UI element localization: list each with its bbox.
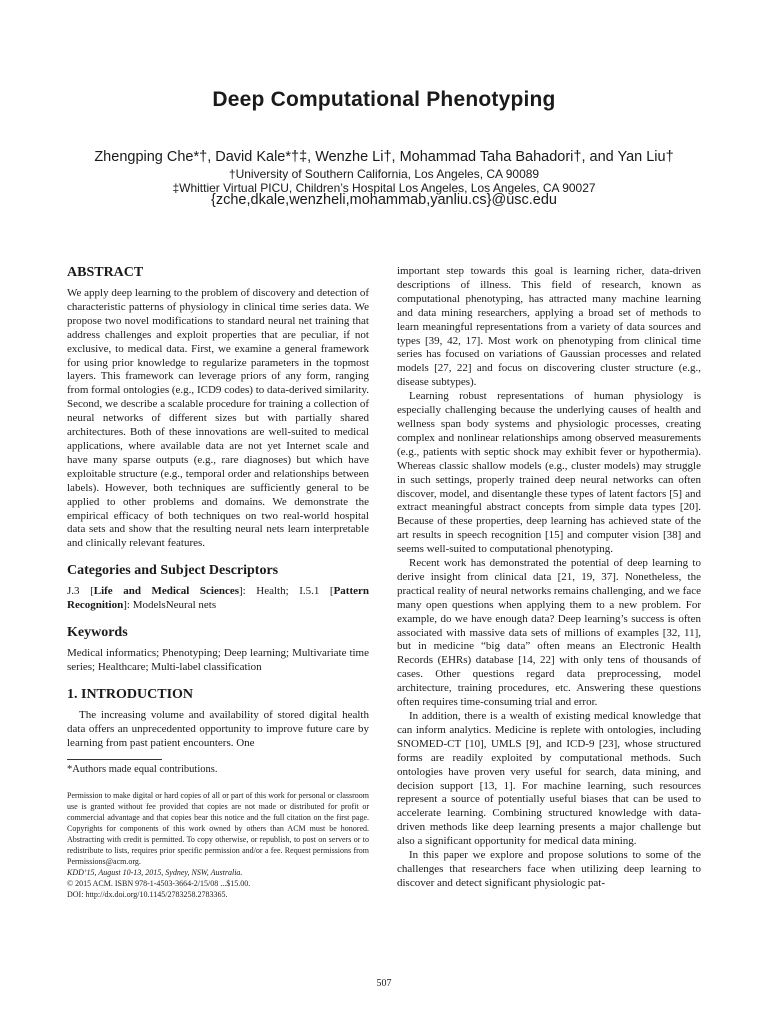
affiliation-chla: ‡Whittier Virtual PICU, Children’s Hospital Los Angeles, Los Angeles, CA 90027: [172, 181, 596, 195]
doi-line: DOI: http://dx.doi.org/10.1145/2783258.2783365.: [67, 890, 228, 900]
author-emails: {zche,dkale,wenzheli,mohammab,yanliu.cs}@usc.edu: [211, 192, 557, 208]
permission-notice: Permission to make digital or hard copies of all or part of this work for personal or classroom use is granted without fee provided that copies are not made or distributed for profit or commercial advantage and that copies bear this notice and the full citation on the first page. Copyrights for components of this work owned by others than ACM must be honored. Abstracting with credit is permitted. To copy otherwise, or republish, to post on servers or to redistribute to lists, requires prior specific permission and/or a fee. Request permissions from Permissions@acm.org.: [67, 791, 369, 867]
conference-info: KDD’15, August 10-13, 2015, Sydney, NSW, Australia.: [67, 868, 243, 878]
keywords-text: Medical informatics; Phenotyping; Deep learning; Multivariate time series; Healthcare; Multi-label classification: [67, 647, 369, 673]
body-paragraph: In this paper we explore and propose solutions to some of the challenges that researchers face when utilizing deep learning to discover and detect significant physiologic pat-: [397, 849, 701, 889]
abstract-heading: ABSTRACT: [67, 265, 144, 280]
introduction-text: The increasing volume and availability of stored digital health data offers an unprecedented opportunity to improve future care by learning from past patient encounters. One: [67, 708, 369, 749]
categories-heading: Categories and Subject Descriptors: [67, 563, 279, 579]
author-list: Zhengping Che*†, David Kale*†‡, Wenzhe Li†, Mohammad Taha Bahadori†, and Yan Liu†: [94, 149, 674, 165]
footnote-equal-contribution: *Authors made equal contributions.: [67, 763, 218, 775]
body-paragraph: Recent work has demonstrated the potential of deep learning to derive insight from clinical data [21, 19, 37]. Nonetheless, the practical reality of neural networks remains challenging, and we face many open questions when applying them to a new problem. For example, do we have enough data? Deep learning’s success is often associated with massive data sets of millions of examples [32, 11], but in medicine “big data” often means an Electronic Health Records (EHRs) database [14, 22] with only tens of thousands of cases. Other questions regard data preprocessing, model architecture, training procedures, etc. Answering these questions often requires time-consuming trial and error.: [397, 557, 701, 709]
abstract-text: We apply deep learning to the problem of discovery and detection of characteristic patterns of physiology in clinical time series data. We propose two novel modifications to standard neural net training that address challenges and exploit properties that are peculiar, if not exclusive, to medical data. First, we examine a general framework for using prior knowledge to regularize parameters in the topmost layers. This framework can leverage priors of any form, ranging from formal ontologies (e.g., ICD9 codes) to data-derived similarity. Second, we describe a scalable procedure for training a collection of neural networks of different sizes but with partially shared architectures. Both of these innovations are well-suited to medical applications, where available data are not yet Internet scale and have many sparse outputs (e.g., rare diagnoses) but which have exploitable structure (e.g., temporal order and relationships between labels). However, both techniques are sufficiently general to be applied to other problems and domains. We demonstrate the empirical efficacy of both techniques on two real-world hospital data sets and show that the resulting neural nets learn interpretable and clinically relevant features.: [67, 287, 369, 550]
categories-text: J.3 [Life and Medical Sciences]: Health; I.5.1 [Pattern Recognition]: ModelsNeural nets: [67, 585, 369, 612]
footnote-rule: [67, 759, 162, 760]
right-column: [397, 265, 701, 891]
left-column: [67, 265, 369, 900]
page-number: 507: [376, 978, 392, 989]
paper-title: Deep Computational Phenotyping: [212, 88, 556, 111]
keywords-heading: Keywords: [67, 625, 128, 641]
copyright-line: © 2015 ACM. ISBN 978-1-4503-3664-2/15/08 ...$15.00.: [67, 879, 251, 889]
introduction-heading: 1. INTRODUCTION: [67, 686, 194, 702]
body-paragraph: In addition, there is a wealth of existing medical knowledge that can inform analytics. Medicine is replete with ontologies, including SNOMED-CT [10], UMLS [9], and ICD-9 [23], whose structured forms are readily exploited by computational methods. Such ontologies have proven very useful for search, data mining, and decision support [13, 1]. For machine learning, such resources represent a source of potentially useful biases that can be used to accelerate learning. Combining structured knowledge with data-driven methods like deep learning presents a major challenge but also a significant opportunity for medical data mining.: [397, 710, 701, 848]
body-paragraph: important step towards this goal is learning richer, data-driven descriptions of illness. This field of research, known as computational phenotyping, has attracted many machine learning and data mining researchers, applying a broad set of methods to learn meaningful representations from a variety of data sources and types [39, 42, 17]. Most work on phenotyping from clinical time series has focused on variations of Gaussian processes and related models [27, 22] and focus on discovering cluster structure (e.g., disease subtypes).: [397, 265, 701, 389]
body-paragraph: Learning robust representations of human physiology is especially challenging because the underlying causes of health and wellness span body systems and physiologic processes, creating complex and nonlinear relationships among observed measurements (e.g., patients with septic shock may exhibit fever or hypothermia). Whereas classic shallow models (e.g., cluster models) may struggle in such settings, properly trained deep neural networks can often discover, model, and disentangle these types of latent factors [5] and extract meaningful abstract concepts from simple data types [20]. Because of these properties, deep learning has achieved state of the art results in speech recognition [15] and computer vision [38] and seems well-suited to computational phenotyping.: [397, 390, 701, 556]
affiliation-usc: †University of Southern California, Los Angeles, CA 90089: [228, 167, 540, 181]
